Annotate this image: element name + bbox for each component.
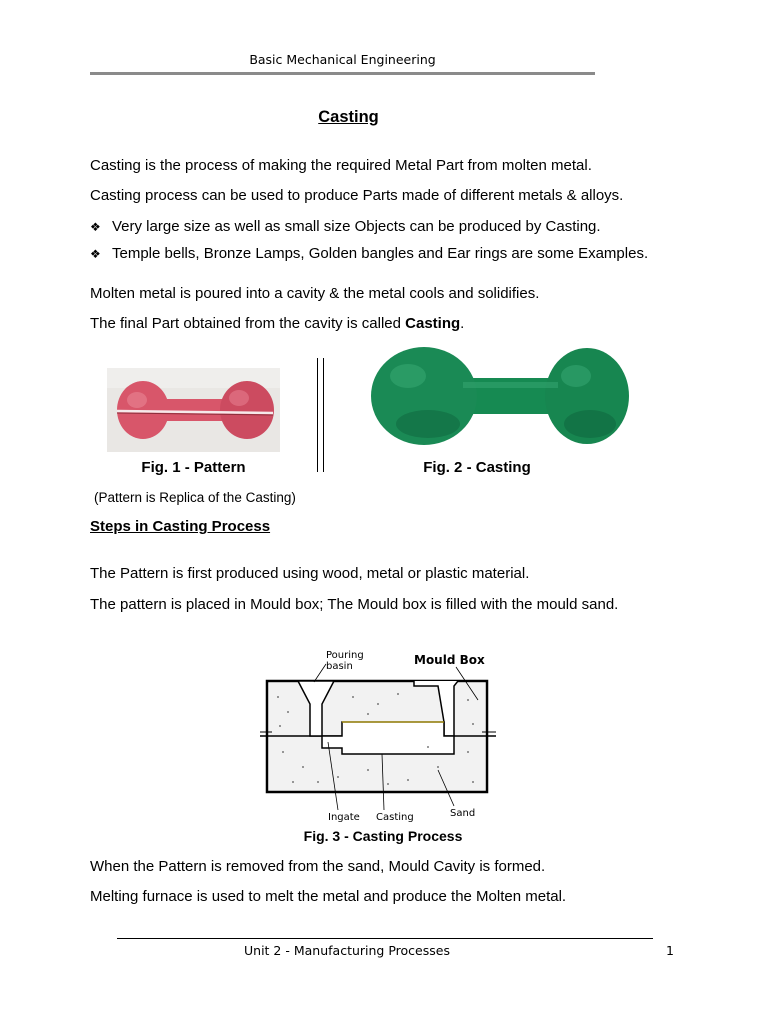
steps-heading: Steps in Casting Process xyxy=(90,518,271,535)
label-sand: Sand xyxy=(450,808,476,819)
bullet-item xyxy=(90,218,601,235)
bullet-text: Temple bells, Bronze Lamps, Golden bangles and Ear rings are some Examples. xyxy=(112,245,649,262)
paragraph-definition: Casting is the process of making the required Metal Part from molten metal. xyxy=(90,157,592,174)
label-mould-box: Mould Box xyxy=(414,653,485,667)
fig2-caption: Fig. 2 - Casting xyxy=(423,459,531,476)
casting-term: Casting xyxy=(405,315,461,332)
label-pouring: Pouring xyxy=(326,650,364,661)
fig1-note: (Pattern is Replica of the Casting) xyxy=(94,490,296,505)
paragraph-alloys: Casting process can be used to produce Parts made of different metals & alloys. xyxy=(90,187,624,204)
fig1-caption: Fig. 1 - Pattern xyxy=(141,459,246,476)
bullet-item xyxy=(90,245,648,262)
casting-process-diagram xyxy=(258,642,498,824)
paragraph-final-part: The final Part obtained from the cavity is called Casting. xyxy=(90,315,465,332)
paragraph-mould-box: The pattern is placed in Mould box; The Mould box is filled with the mould sand. xyxy=(90,596,619,613)
paragraph-melting: Melting furnace is used to melt the metal and produce the Molten metal. xyxy=(90,888,567,905)
bullet-text: Very large size as well as small size Objects can be produced by Casting. xyxy=(112,218,601,235)
label-casting: Casting xyxy=(376,812,414,823)
page-number: 1 xyxy=(666,943,674,958)
paragraph-cavity-formed: When the Pattern is removed from the sand, Mould Cavity is formed. xyxy=(90,858,546,875)
footer-rule xyxy=(117,938,653,939)
pattern-image xyxy=(107,368,280,452)
figure-divider xyxy=(317,358,318,472)
fig3-caption: Fig. 3 - Casting Process xyxy=(303,828,463,844)
figure-divider xyxy=(323,358,324,472)
header-rule xyxy=(90,72,595,75)
label-ingate: Ingate xyxy=(328,812,360,823)
diamond-bullet-icon: ❖ xyxy=(90,220,101,234)
diamond-bullet-icon: ❖ xyxy=(90,247,101,261)
paragraph-molten: Molten metal is poured into a cavity & the metal cools and solidifies. xyxy=(90,285,540,302)
casting-image xyxy=(368,346,646,450)
label-basin: basin xyxy=(326,661,353,672)
page-header: Basic Mechanical Engineering xyxy=(249,52,436,67)
paragraph-pattern-made: The Pattern is first produced using wood, metal or plastic material. xyxy=(90,565,530,582)
page-footer: Unit 2 - Manufacturing Processes xyxy=(244,943,450,958)
section-title: Casting xyxy=(318,108,379,126)
